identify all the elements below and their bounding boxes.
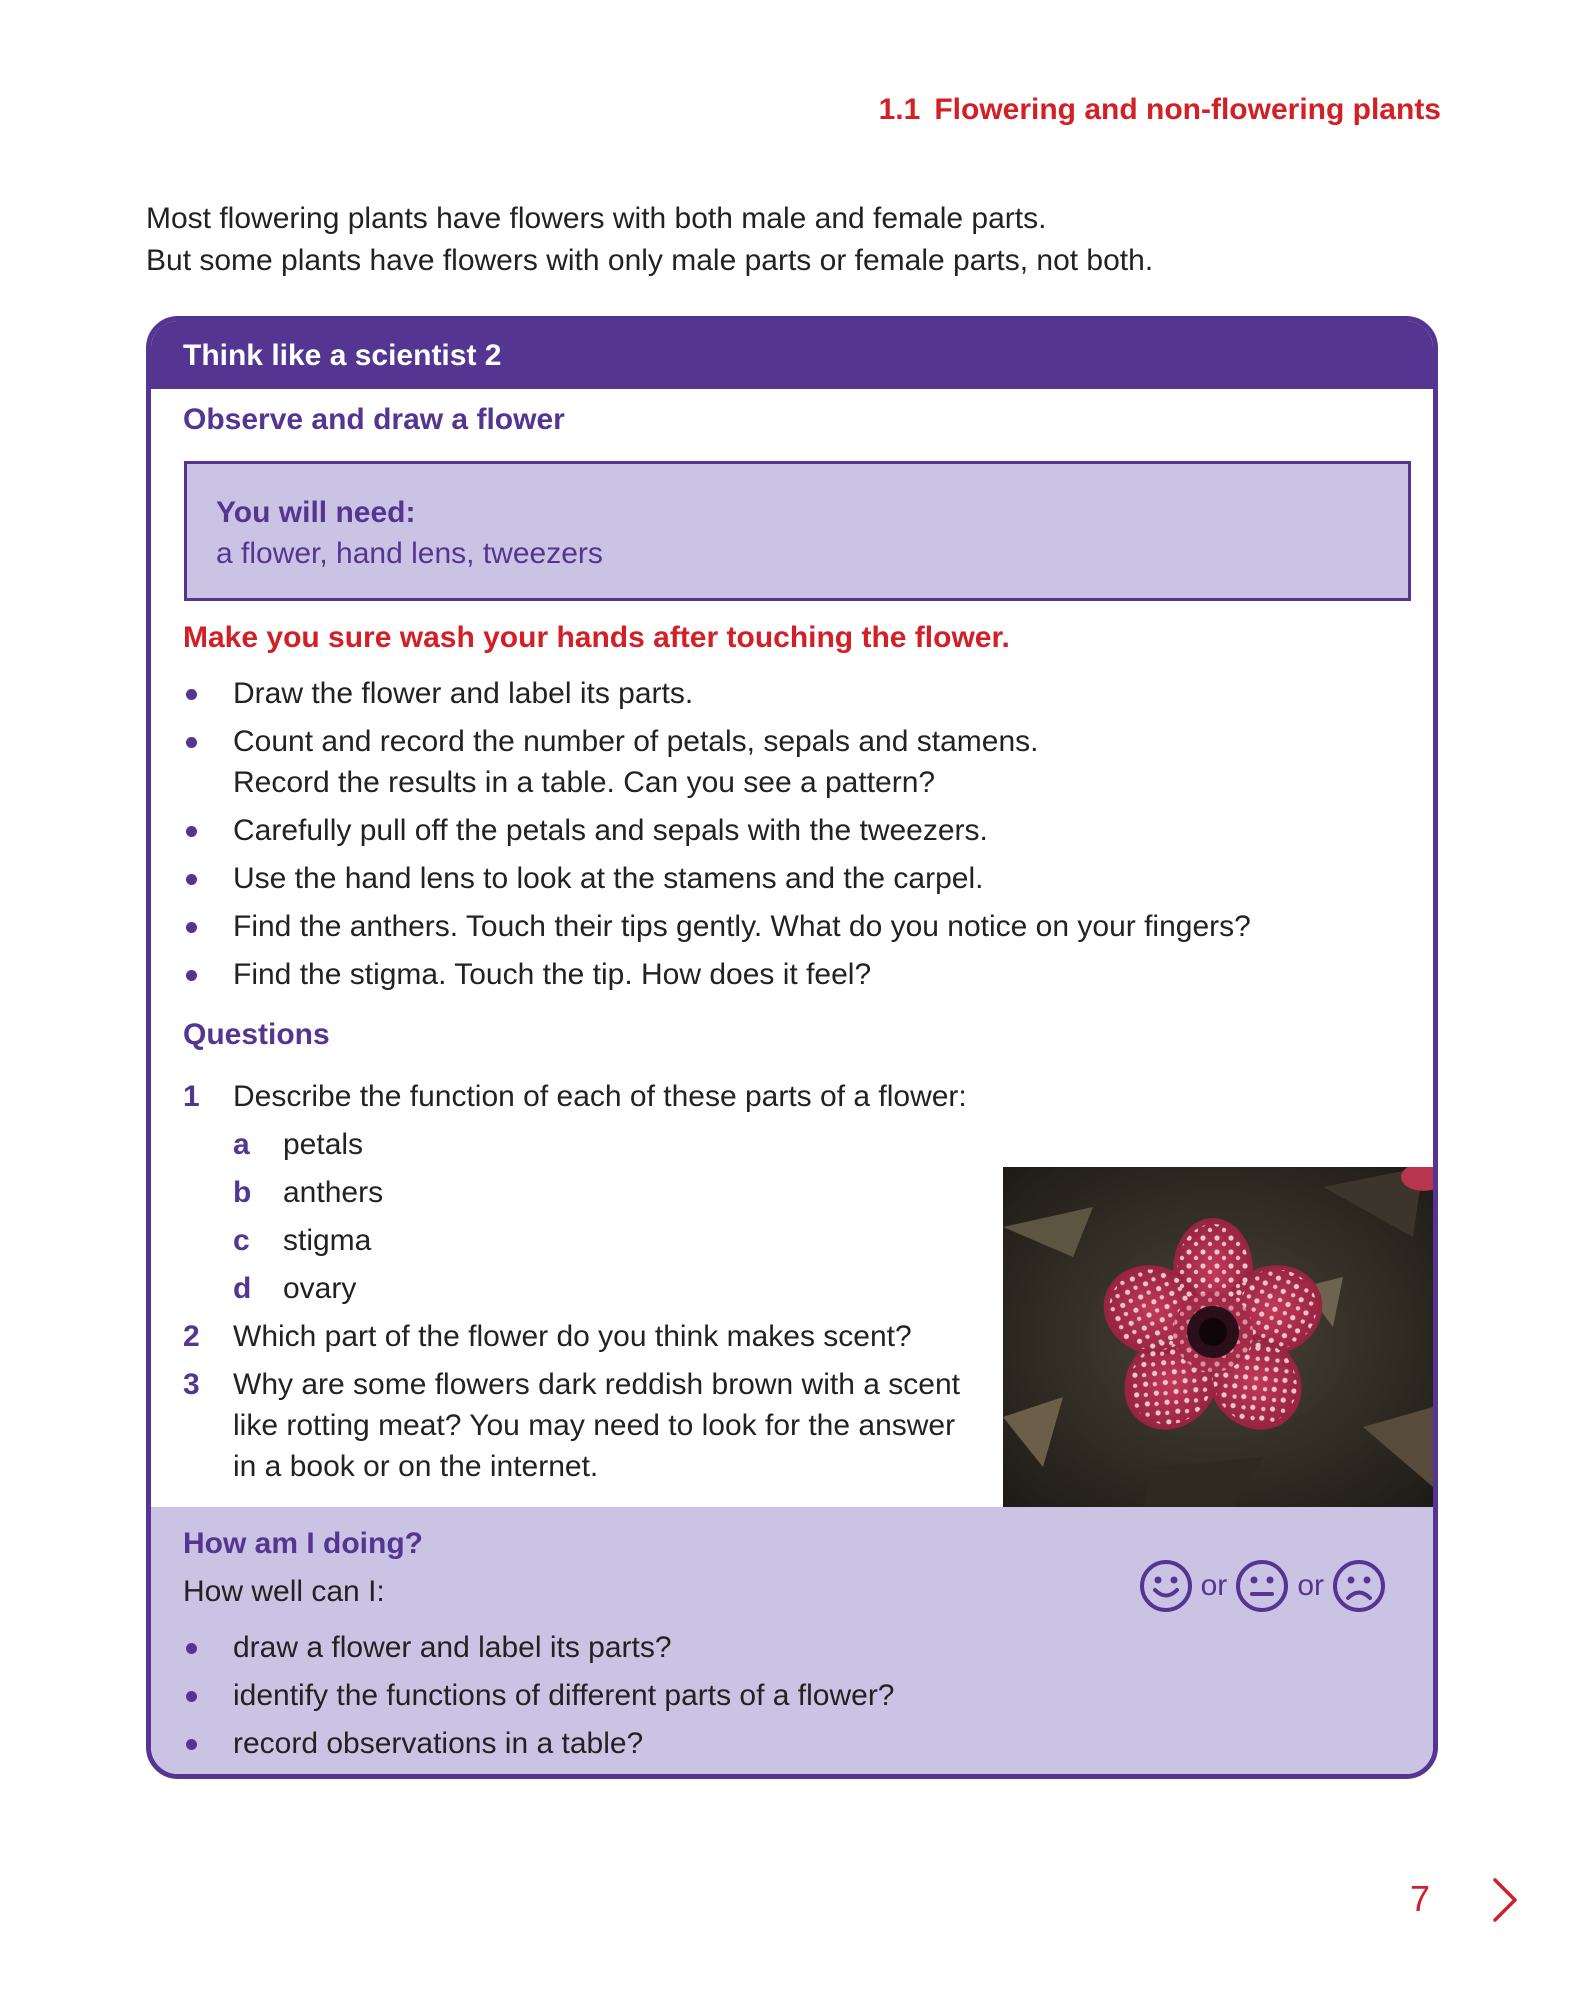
question-part [233, 1172, 1013, 1213]
part-letter: b [233, 1176, 252, 1209]
intro-line: Most flowering plants have flowers with both male and female parts. [146, 202, 1047, 235]
bullet-icon [186, 689, 197, 700]
self-assessment-heading: How am I doing? [183, 1527, 423, 1560]
questions-heading: Questions [183, 1018, 330, 1051]
list-item: Count and record the number of petals, sepals and stamens. Record the results in a table. Can you see a pattern? [183, 721, 1423, 803]
self-assessment-section [151, 1507, 1433, 1774]
question-text: Why are some flowers dark reddish brown with a scent like rotting meat? You may need to look for the answer in a book or on the internet. [233, 1368, 960, 1483]
or-label: or [1200, 1569, 1228, 1602]
question-part [233, 1220, 1013, 1261]
flower-image [1003, 1167, 1433, 1507]
rating-faces [1139, 1559, 1386, 1613]
question-number: 3 [183, 1368, 200, 1401]
question-number: 2 [183, 1320, 200, 1353]
bullet-icon [186, 737, 197, 748]
question-item [183, 1076, 1013, 1117]
next-page-arrow-icon[interactable] [1490, 1877, 1520, 1923]
neutral-face-icon [1235, 1559, 1289, 1613]
part-letter: c [233, 1224, 250, 1257]
list-item: identify the functions of different parts of a flower? [183, 1675, 1283, 1716]
activity-panel [146, 316, 1438, 1779]
running-head [879, 93, 1441, 127]
rafflesia-flower-photo [1003, 1167, 1433, 1507]
equipment-list: a flower, hand lens, tweezers [216, 537, 603, 570]
section-title: Flowering and non-flowering plants [934, 93, 1441, 126]
page-number: 7 [1410, 1878, 1431, 1919]
section-number: 1.1 [878, 93, 921, 126]
question-text: Describe the function of each of these parts of a flower: [233, 1080, 967, 1113]
or-label: or [1297, 1569, 1324, 1602]
list-item: draw a flower and label its parts? [183, 1627, 1283, 1668]
safety-warning: Make you sure wash your hands after touching the flower. [183, 621, 1010, 654]
bullet-icon [186, 922, 197, 933]
equipment-title: You will need: [216, 496, 416, 529]
part-letter: a [233, 1128, 250, 1161]
bullet-icon [186, 1691, 197, 1702]
list-item: Use the hand lens to look at the stamens and the carpel. [183, 858, 1423, 899]
question-part [233, 1268, 1013, 1309]
part-text: ovary [283, 1272, 357, 1305]
part-text: petals [283, 1128, 364, 1161]
list-item: Carefully pull off the petals and sepals with the tweezers. [183, 810, 1423, 851]
question-parts [183, 1124, 1013, 1309]
sad-face-icon [1332, 1559, 1386, 1613]
bullet-icon [186, 826, 197, 837]
part-text: stigma [283, 1224, 372, 1257]
question-text: Which part of the flower do you think makes scent? [233, 1320, 912, 1353]
steps-list [183, 673, 1423, 1002]
part-text: anthers [283, 1176, 384, 1209]
self-assessment-list [183, 1627, 1283, 1771]
self-assessment-prompt: How well can I: [183, 1575, 385, 1608]
list-item: Find the anthers. Touch their tips gently. What do you notice on your fingers? [183, 906, 1423, 947]
intro-line: But some plants have flowers with only male parts or female parts, not both. [146, 244, 1154, 277]
question-part [233, 1124, 1013, 1165]
bullet-icon [186, 874, 197, 885]
equipment-box [184, 461, 1411, 601]
part-letter: d [233, 1272, 252, 1305]
question-item [183, 1364, 973, 1487]
activity-title: Observe and draw a flower [183, 403, 565, 436]
bullet-icon [186, 970, 197, 981]
panel-title: Think like a scientist 2 [151, 321, 1433, 389]
bullet-icon [186, 1739, 197, 1750]
question-number: 1 [183, 1080, 200, 1113]
questions-list [183, 1076, 1013, 1494]
list-item: Find the stigma. Touch the tip. How does it feel? [183, 954, 1423, 995]
question-item [183, 1316, 1013, 1357]
bullet-icon [186, 1643, 197, 1654]
list-item: record observations in a table? [183, 1723, 1283, 1764]
intro-text [146, 198, 1446, 282]
happy-face-icon [1139, 1559, 1193, 1613]
list-item: Draw the flower and label its parts. [183, 673, 1423, 714]
